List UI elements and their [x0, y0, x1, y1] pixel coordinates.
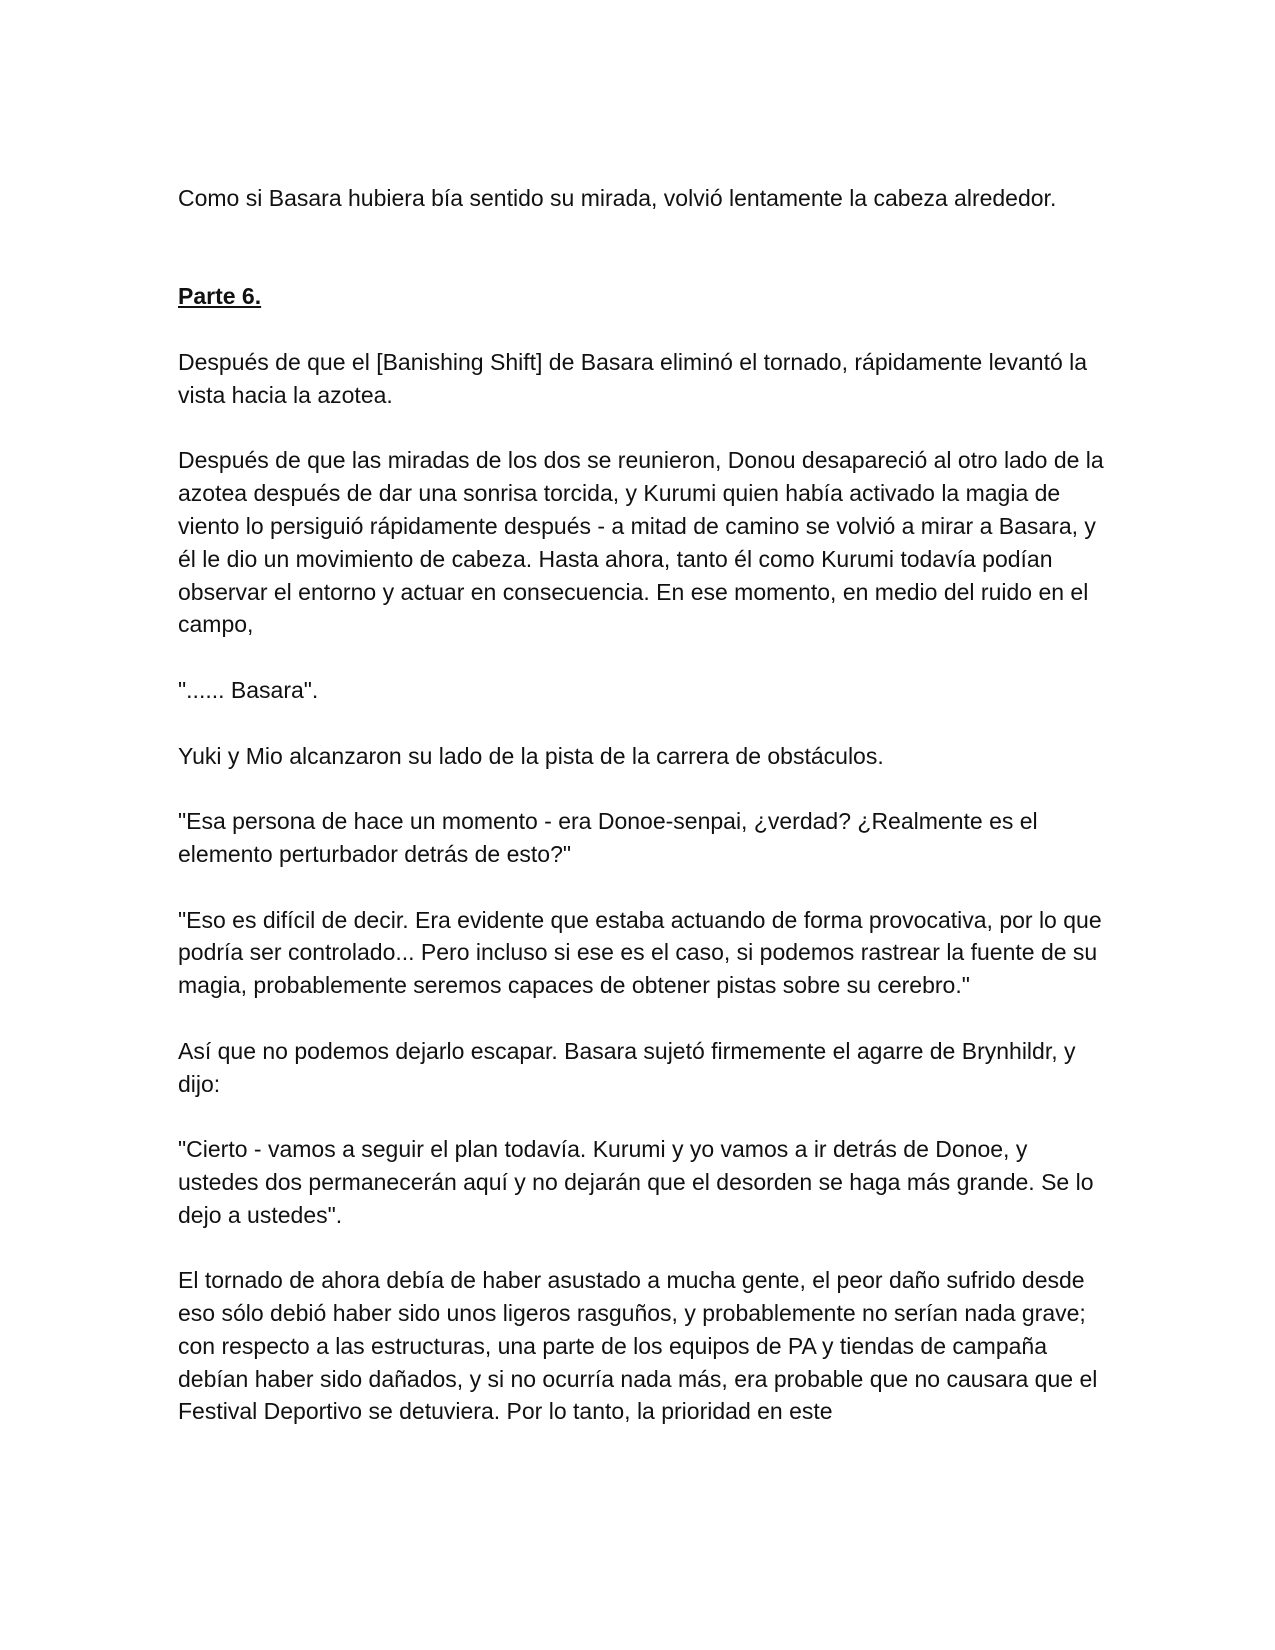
paragraph: El tornado de ahora debía de haber asustado a mucha gente, el peor daño sufrido desde eso sólo debió haber sido unos ligeros rasguños, y probablemente no serían nada grave; con respecto a las estructuras, una parte de los equipos de PA y tiendas de campaña debían haber sido dañados, y si no ocurría nada más, era probable que no causara que el Festival Deportivo se detuviera. Por lo tanto, la prioridad en este: [178, 1267, 1098, 1425]
paragraph: Así que no podemos dejarlo escapar. Basara sujetó firmemente el agarre de Brynhildr, y dijo:: [178, 1037, 1076, 1097]
paragraph: "...... Basara".: [178, 676, 319, 703]
paragraph: "Cierto - vamos a seguir el plan todavía. Kurumi y yo vamos a ir detrás de Donoe, y ustedes dos permanecerán aquí y no dejarán que el desorden se haga más grande. Se lo dejo a ustedes".: [178, 1136, 1094, 1228]
paragraph: "Eso es difícil de decir. Era evidente que estaba actuando de forma provocativa, por lo que podría ser controlado... Pero incluso si ese es el caso, si podemos rastrear la fuente de su magia, probablemente seremos capaces de obtener pistas sobre su cerebro.": [178, 906, 1102, 999]
paragraph: "Esa persona de hace un momento - era Donoe-senpai, ¿verdad? ¿Realmente es el elemento perturbador detrás de esto?": [178, 808, 1038, 867]
paragraph: Yuki y Mio alcanzaron su lado de la pista de la carrera de obstáculos.: [178, 742, 884, 769]
document-body: [178, 182, 1108, 1428]
paragraph: Después de que el [Banishing Shift] de Basara eliminó el tornado, rápidamente levantó la vista hacia la azotea.: [178, 348, 1088, 408]
section-heading: Parte 6.: [178, 283, 262, 310]
intro-paragraph: Como si Basara hubiera bía sentido su mirada, volvió lentamente la cabeza alrededor.: [178, 185, 1057, 211]
paragraph: Después de que las miradas de los dos se reunieron, Donou desapareció al otro lado de la azotea después de dar una sonrisa torcida, y Kurumi quien había activado la magia de viento lo persiguió rápidamente después - a mitad de camino se volvió a mirar a Basara, y él le dio un movimiento de cabeza. Hasta ahora, tanto él como Kurumi todavía podían observar el entorno y actuar en consecuencia. En ese momento, en medio del ruido en el campo,: [178, 447, 1104, 638]
